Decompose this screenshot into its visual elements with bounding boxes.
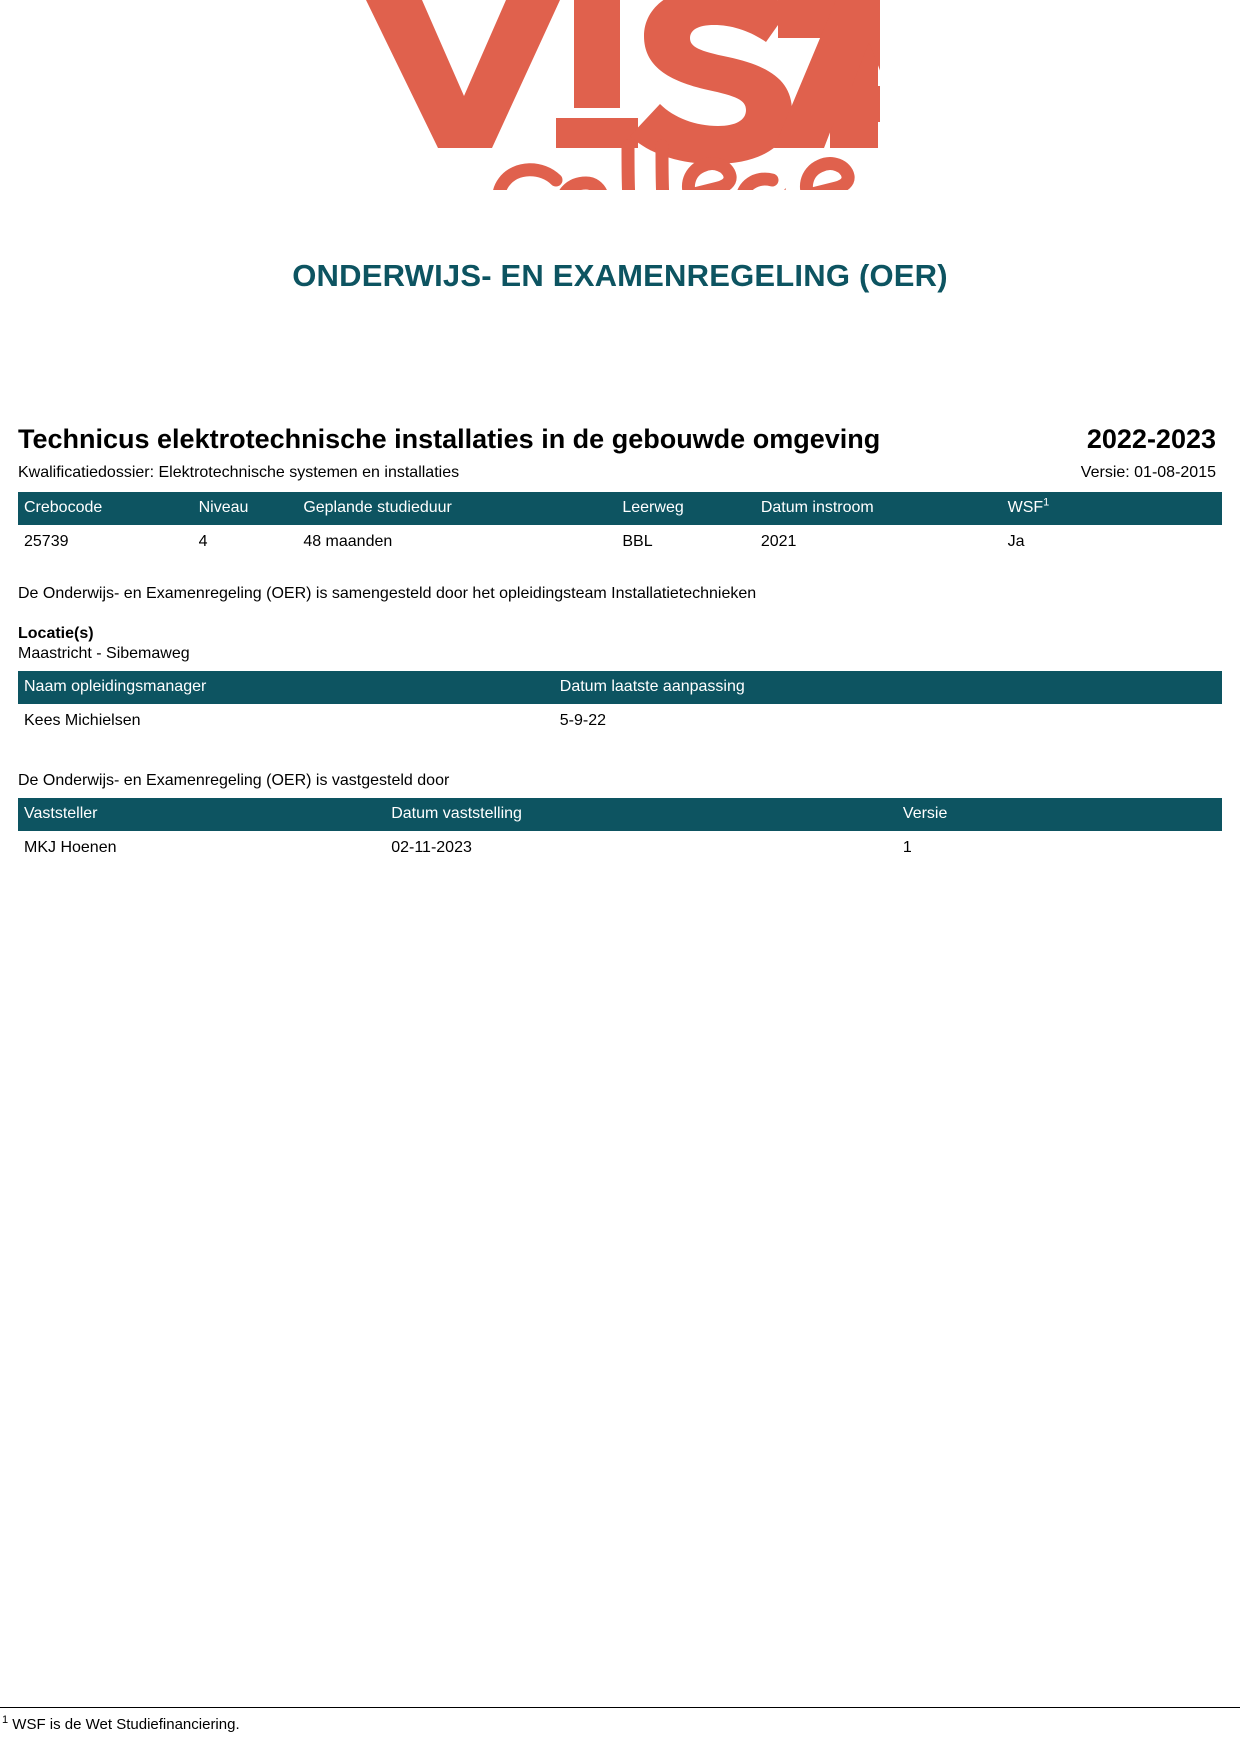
col-vaststeller: Vaststeller bbox=[18, 798, 385, 831]
table-header-row bbox=[18, 798, 1222, 831]
cell-wsf: Ja bbox=[1007, 533, 1025, 550]
col-wsf-label: WSF bbox=[1007, 499, 1044, 516]
footnote-text: WSF is de Wet Studiefinanciering. bbox=[12, 1716, 240, 1733]
page-title: ONDERWIJS- EN EXAMENREGELING (OER) bbox=[292, 258, 948, 293]
col-niveau: Niveau bbox=[193, 492, 298, 525]
footnote-area bbox=[0, 1707, 1240, 1733]
footnote-divider bbox=[0, 1707, 1240, 1708]
adopted-by-text: De Onderwijs- en Examenregeling (OER) is vastgesteld door bbox=[18, 772, 450, 789]
program-heading-row bbox=[18, 424, 1222, 455]
col-wsf bbox=[1002, 492, 1222, 525]
program-details-table bbox=[18, 492, 1222, 559]
footnote bbox=[0, 1716, 1240, 1733]
vista-college-logo bbox=[360, 0, 880, 190]
program-name: Technicus elektrotechnische installaties in de gebouwde omgeving bbox=[18, 424, 881, 455]
col-wsf-footnote-marker: 1 bbox=[1043, 496, 1050, 509]
col-versie: Versie bbox=[897, 798, 1222, 831]
qualification-dossier: Kwalificatiedossier: Elektrotechnische systemen en installaties bbox=[18, 464, 460, 481]
col-manager-name: Naam opleidingsmanager bbox=[18, 671, 554, 704]
cell-versie: 1 bbox=[902, 839, 912, 856]
col-studieduur: Geplande studieduur bbox=[297, 492, 616, 525]
cell-leerweg: BBL bbox=[622, 533, 653, 550]
col-leerweg: Leerweg bbox=[616, 492, 754, 525]
table-row bbox=[18, 831, 1222, 865]
col-datum-vaststelling: Datum vaststelling bbox=[385, 798, 897, 831]
cell-crebocode: 25739 bbox=[24, 533, 69, 550]
logo-block bbox=[18, 0, 1222, 190]
table-header-row bbox=[18, 492, 1222, 525]
cell-last-modified-date: 5-9-22 bbox=[559, 712, 607, 729]
cell-manager-name: Kees Michielsen bbox=[24, 712, 141, 729]
program-subheading-row bbox=[18, 464, 1222, 482]
locations-label: Locatie(s) bbox=[18, 625, 94, 642]
cell-studieduur: 48 maanden bbox=[303, 533, 393, 550]
locations-value: Maastricht - Sibemaweg bbox=[18, 645, 190, 662]
table-row bbox=[18, 704, 1222, 738]
col-crebocode: Crebocode bbox=[18, 492, 193, 525]
col-last-modified-date: Datum laatste aanpassing bbox=[554, 671, 1222, 704]
cell-datum-vaststelling: 02-11-2023 bbox=[391, 839, 472, 856]
cell-niveau: 4 bbox=[198, 533, 208, 550]
table-row bbox=[18, 525, 1222, 559]
compiled-by-text: De Onderwijs- en Examenregeling (OER) is samengesteld door het opleidingsteam Installatietechnieken bbox=[18, 585, 757, 602]
table-header-row bbox=[18, 671, 1222, 704]
dossier-version: Versie: 01-08-2015 bbox=[1080, 464, 1216, 481]
program-year: 2022-2023 bbox=[1086, 424, 1216, 454]
footnote-marker: 1 bbox=[2, 1714, 9, 1726]
col-datum-instroom: Datum instroom bbox=[755, 492, 1002, 525]
cell-vaststeller: MKJ Hoenen bbox=[24, 839, 117, 856]
adoption-table bbox=[18, 798, 1222, 865]
manager-table bbox=[18, 671, 1222, 738]
cell-datum-instroom: 2021 bbox=[760, 533, 797, 550]
